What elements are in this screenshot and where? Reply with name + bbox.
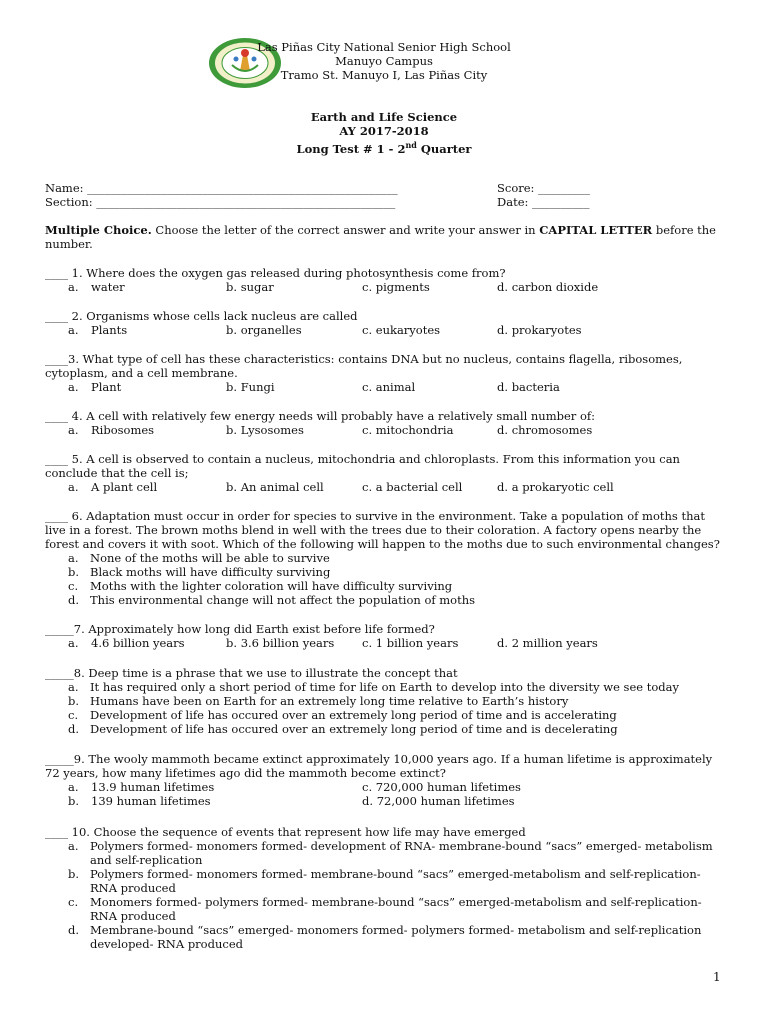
question-6: ____ 6. Adaptation must occur in order for species to survive in the environment. Take a population of moths that live in a forest. The brown moths blend in well with the trees due to their coloration. A factory opens nearby the forest and covers it with soot. Which of the following will happen to the moths due to such environmental changes? a. None of the moths will be able to survive b. Black moths will have difficulty surviving c. Moths with the lighter coloration will have difficulty surviving d. This environmental change will not affect the population of moths [45, 509, 720, 607]
question-4: ____ 4. A cell with relatively few energy needs will probably have a relatively small number of: a. Ribosomes b. Lysosomes c. mitochondria d. chromosomes [45, 409, 595, 437]
instructions: Multiple Choice. Choose the letter of the correct answer and write your answer in CAPITAL LETTER before the number. [45, 223, 716, 251]
question-10: ____ 10. Choose the sequence of events that represent how life may have emerged a. Polymers formed- monomers formed- development of RNA- membrane-bound “sacs” emerged- metabolism and self-replication b. Polymers formed- monomers formed- membrane-bound “sacs” emerged-metabolism and self-replication- RNA produced c. Monomers formed- polymers formed- membrane-bound “sacs” emerged-metabolism and self-replication- RNA produced d. Membrane-bound “sacs” emerged- monomers formed- polymers formed- metabolism and self-replication developed- RNA produced [45, 825, 713, 951]
campus-name: Manuyo Campus [335, 54, 433, 68]
school-address: Tramo St. Manuyo I, Las Piñas City [280, 68, 488, 82]
date-field: Date: __________ [497, 195, 590, 209]
question-7: _____7. Approximately how long did Earth exist before life formed? a. 4.6 billion years b. 3.6 billion years c. 1 billion years d. 2 million years [45, 622, 598, 650]
question-2: ____ 2. Organisms whose cells lack nucleus are called a. Plants b. organelles c. eukaryotes d. prokaryotes [45, 309, 582, 337]
score-field: Score: _________ [497, 181, 590, 195]
section-field: Section: ____________________________________________________ [45, 195, 396, 209]
school-name: Las Piñas City National Senior High School [257, 40, 511, 54]
page-number: 1 [713, 970, 721, 984]
question-5: ____ 5. A cell is observed to contain a nucleus, mitochondria and chloroplasts. From this information you can conclude that the cell is; a. A plant cell b. An animal cell c. a bacterial cell d. a prokaryotic cell [45, 452, 680, 494]
test-title: Long Test # 1 - 2nd Quarter [296, 140, 472, 156]
question-8: _____8. Deep time is a phrase that we use to illustrate the concept that a. It has required only a short period of time for life on Earth to develop into the diversity we see today b. Humans have been on Earth for an extremely long time relative to Earth’s history c. Development of life has occured over an extremely long period of time and is accelerating d. Development of life has occured over an extremely long period of time and is decelerating [45, 666, 679, 736]
question-1: ____ 1. Where does the oxygen gas released during photosynthesis come from? a. water b. sugar c. pigments d. carbon dioxide [45, 266, 599, 294]
subject-title: Earth and Life Science [310, 110, 458, 124]
academic-year: AY 2017-2018 [339, 124, 429, 138]
name-field: Name: ______________________________________________________ [45, 181, 398, 195]
question-9: _____9. The wooly mammoth became extinct approximately 10,000 years ago. If a human lifetime is approximately 72 years, how many lifetimes ago did the mammoth become extinct? a. 13.9 human lifetimes c. 720,000 human lifetimes b. 139 human lifetimes d. 72,000 human lifetimes [45, 752, 713, 808]
question-3: ____3. What type of cell has these characteristics: contains DNA but no nucleus, contains flagella, ribosomes, cytoplasm, and a cell membrane. a. Plant b. Fungi c. animal d. bacteria [45, 352, 683, 394]
